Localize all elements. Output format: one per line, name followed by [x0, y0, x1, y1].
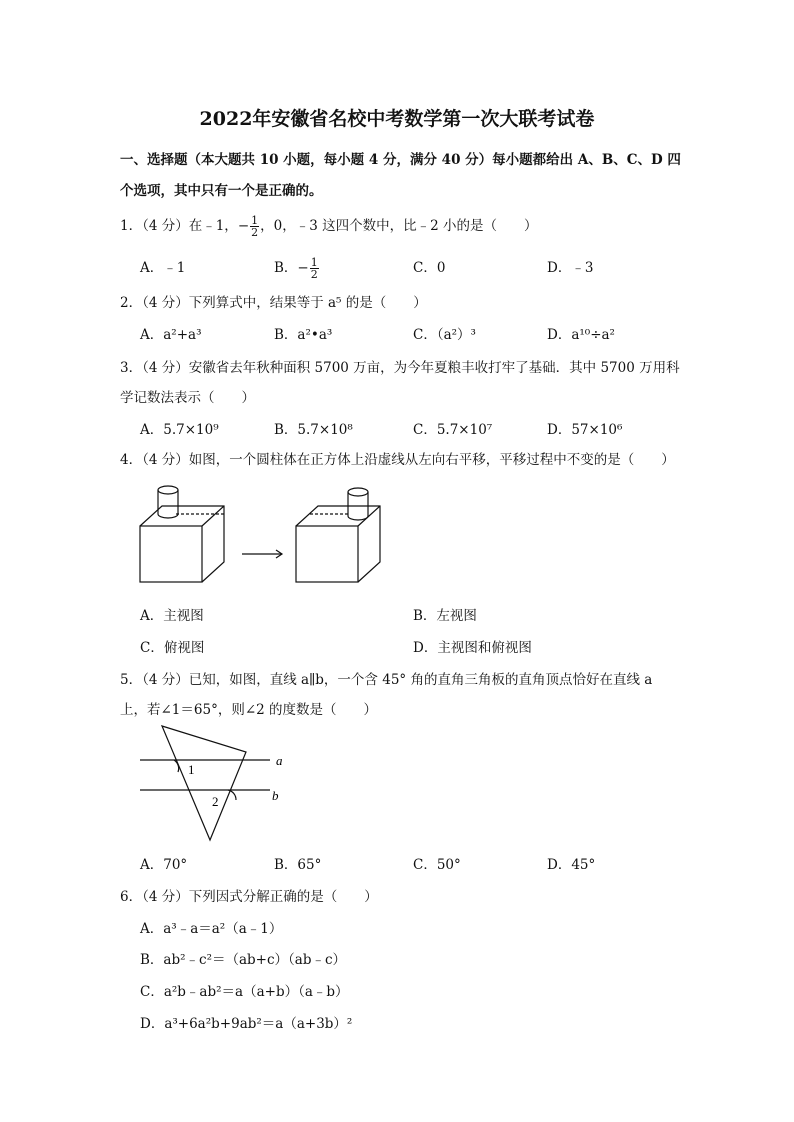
- q4-cube-cylinder-figure: [130, 478, 390, 590]
- page-title: 2022年安徽省名校中考数学第一次大联考试卷: [199, 108, 595, 130]
- q3-option-c: C．5.7×10⁷: [413, 422, 493, 438]
- q4-left-cylinder-base: [158, 514, 178, 518]
- q1-option-b-fraction: [310, 257, 319, 280]
- q4-option-d: D．主视图和俯视图: [413, 640, 532, 656]
- q1-stem-part1: 1．（4 分）在﹣1，: [120, 218, 238, 234]
- q1-fraction: [250, 215, 259, 238]
- q1-option-d: D．﹣3: [547, 260, 594, 276]
- q1-stem: [120, 214, 537, 238]
- q4-option-b: B．左视图: [413, 608, 477, 624]
- q5-option-c: C．50°: [413, 857, 461, 873]
- q4-right-cylinder-top: [348, 488, 368, 496]
- q5-label-angle2: 2: [212, 794, 219, 809]
- q5-option-a: A．70°: [140, 857, 188, 873]
- q6-option-a: A．a³﹣a＝a²（a﹣1）: [140, 921, 283, 937]
- q6-option-c: C．a²b﹣ab²＝a（a+b）（a﹣b）: [140, 984, 349, 1000]
- q1-stem-part2: ，0，﹣3 这四个数中，比﹣2 小的是（ ）: [260, 218, 538, 234]
- q1-option-b-num: 1: [310, 256, 318, 269]
- q5-triangle: [162, 726, 246, 840]
- q1-frac-num: 1: [251, 214, 259, 227]
- q1-option-c: C．0: [413, 260, 446, 276]
- q4-stem: 4．（4 分）如图，一个圆柱体在正方体上沿虚线从左向右平移，平移过程中不变的是（ ）: [120, 452, 675, 468]
- q4-left-cube-edge: [202, 506, 224, 526]
- q2-stem: 2．（4 分）下列算式中，结果等于 a⁵ 的是（ ）: [120, 295, 427, 311]
- q1-option-b-den: 2: [310, 268, 318, 281]
- q5-option-d: D．45°: [547, 857, 596, 873]
- q5-angle1-arc: [174, 760, 179, 772]
- q6-option-b: B．ab²﹣c²＝（ab+c）（ab﹣c）: [140, 952, 347, 968]
- q3-option-b: B．5.7×10⁸: [274, 422, 353, 438]
- q4-option-c: C．俯视图: [140, 640, 205, 656]
- q4-right-cube-front: [296, 526, 358, 582]
- q5-label-a: a: [276, 753, 283, 768]
- q6-option-d: D．a³+6a²b+9ab²＝a（a+3b）²: [140, 1016, 353, 1032]
- q4-left-cylinder-top: [158, 486, 178, 494]
- q4-left-cube-front: [140, 526, 202, 582]
- q2-option-d: D．a¹⁰÷a²: [547, 327, 615, 343]
- q3-option-d: D．57×10⁶: [547, 422, 623, 438]
- q3-option-a: A．5.7×10⁹: [140, 422, 219, 438]
- q5-label-angle1: 1: [188, 762, 195, 777]
- q1-option-b: [274, 256, 320, 280]
- q4-right-cylinder-base: [348, 516, 368, 520]
- q1-frac-den: 2: [251, 226, 259, 239]
- q3-stem-line1: 3．（4 分）安徽省去年秋种面积 5700 万亩，为今年夏粮丰收打牢了基础．其中 5700 万用科: [120, 360, 680, 376]
- q2-option-c: C．（a²）³: [413, 327, 476, 343]
- q5-option-b: B．65°: [274, 857, 322, 873]
- q5-parallel-lines-triangle-figure: [136, 722, 296, 846]
- section-heading-line2: 个选项，其中只有一个是正确的。: [120, 183, 323, 199]
- q2-option-b: B．a²•a³: [274, 327, 333, 343]
- q5-label-b: b: [272, 788, 279, 803]
- section-heading-line1: 一、选择题（本大题共 10 小题，每小题 4 分，满分 40 分）每小题都给出 A、B、C、D 四: [120, 152, 681, 168]
- q5-stem-line2: 上，若∠1＝65°，则∠2 的度数是（ ）: [120, 702, 378, 718]
- q5-stem-line1: 5．（4 分）已知，如图，直线 a∥b，一个含 45° 角的直角三角板的直角顶点恰好在直线 a: [120, 672, 653, 688]
- q3-stem-line2: 学记数法表示（ ）: [120, 390, 255, 406]
- q6-stem: 6．（4 分）下列因式分解正确的是（ ）: [120, 889, 378, 905]
- q1-option-b-prefix: B．−: [274, 260, 309, 276]
- q4-option-a: A．主视图: [140, 608, 204, 624]
- q1-option-a: A．﹣1: [140, 260, 186, 276]
- q4-right-cube-edge: [358, 506, 380, 526]
- q2-option-a: A．a²+a³: [140, 327, 202, 343]
- q1-minus: −: [237, 218, 250, 234]
